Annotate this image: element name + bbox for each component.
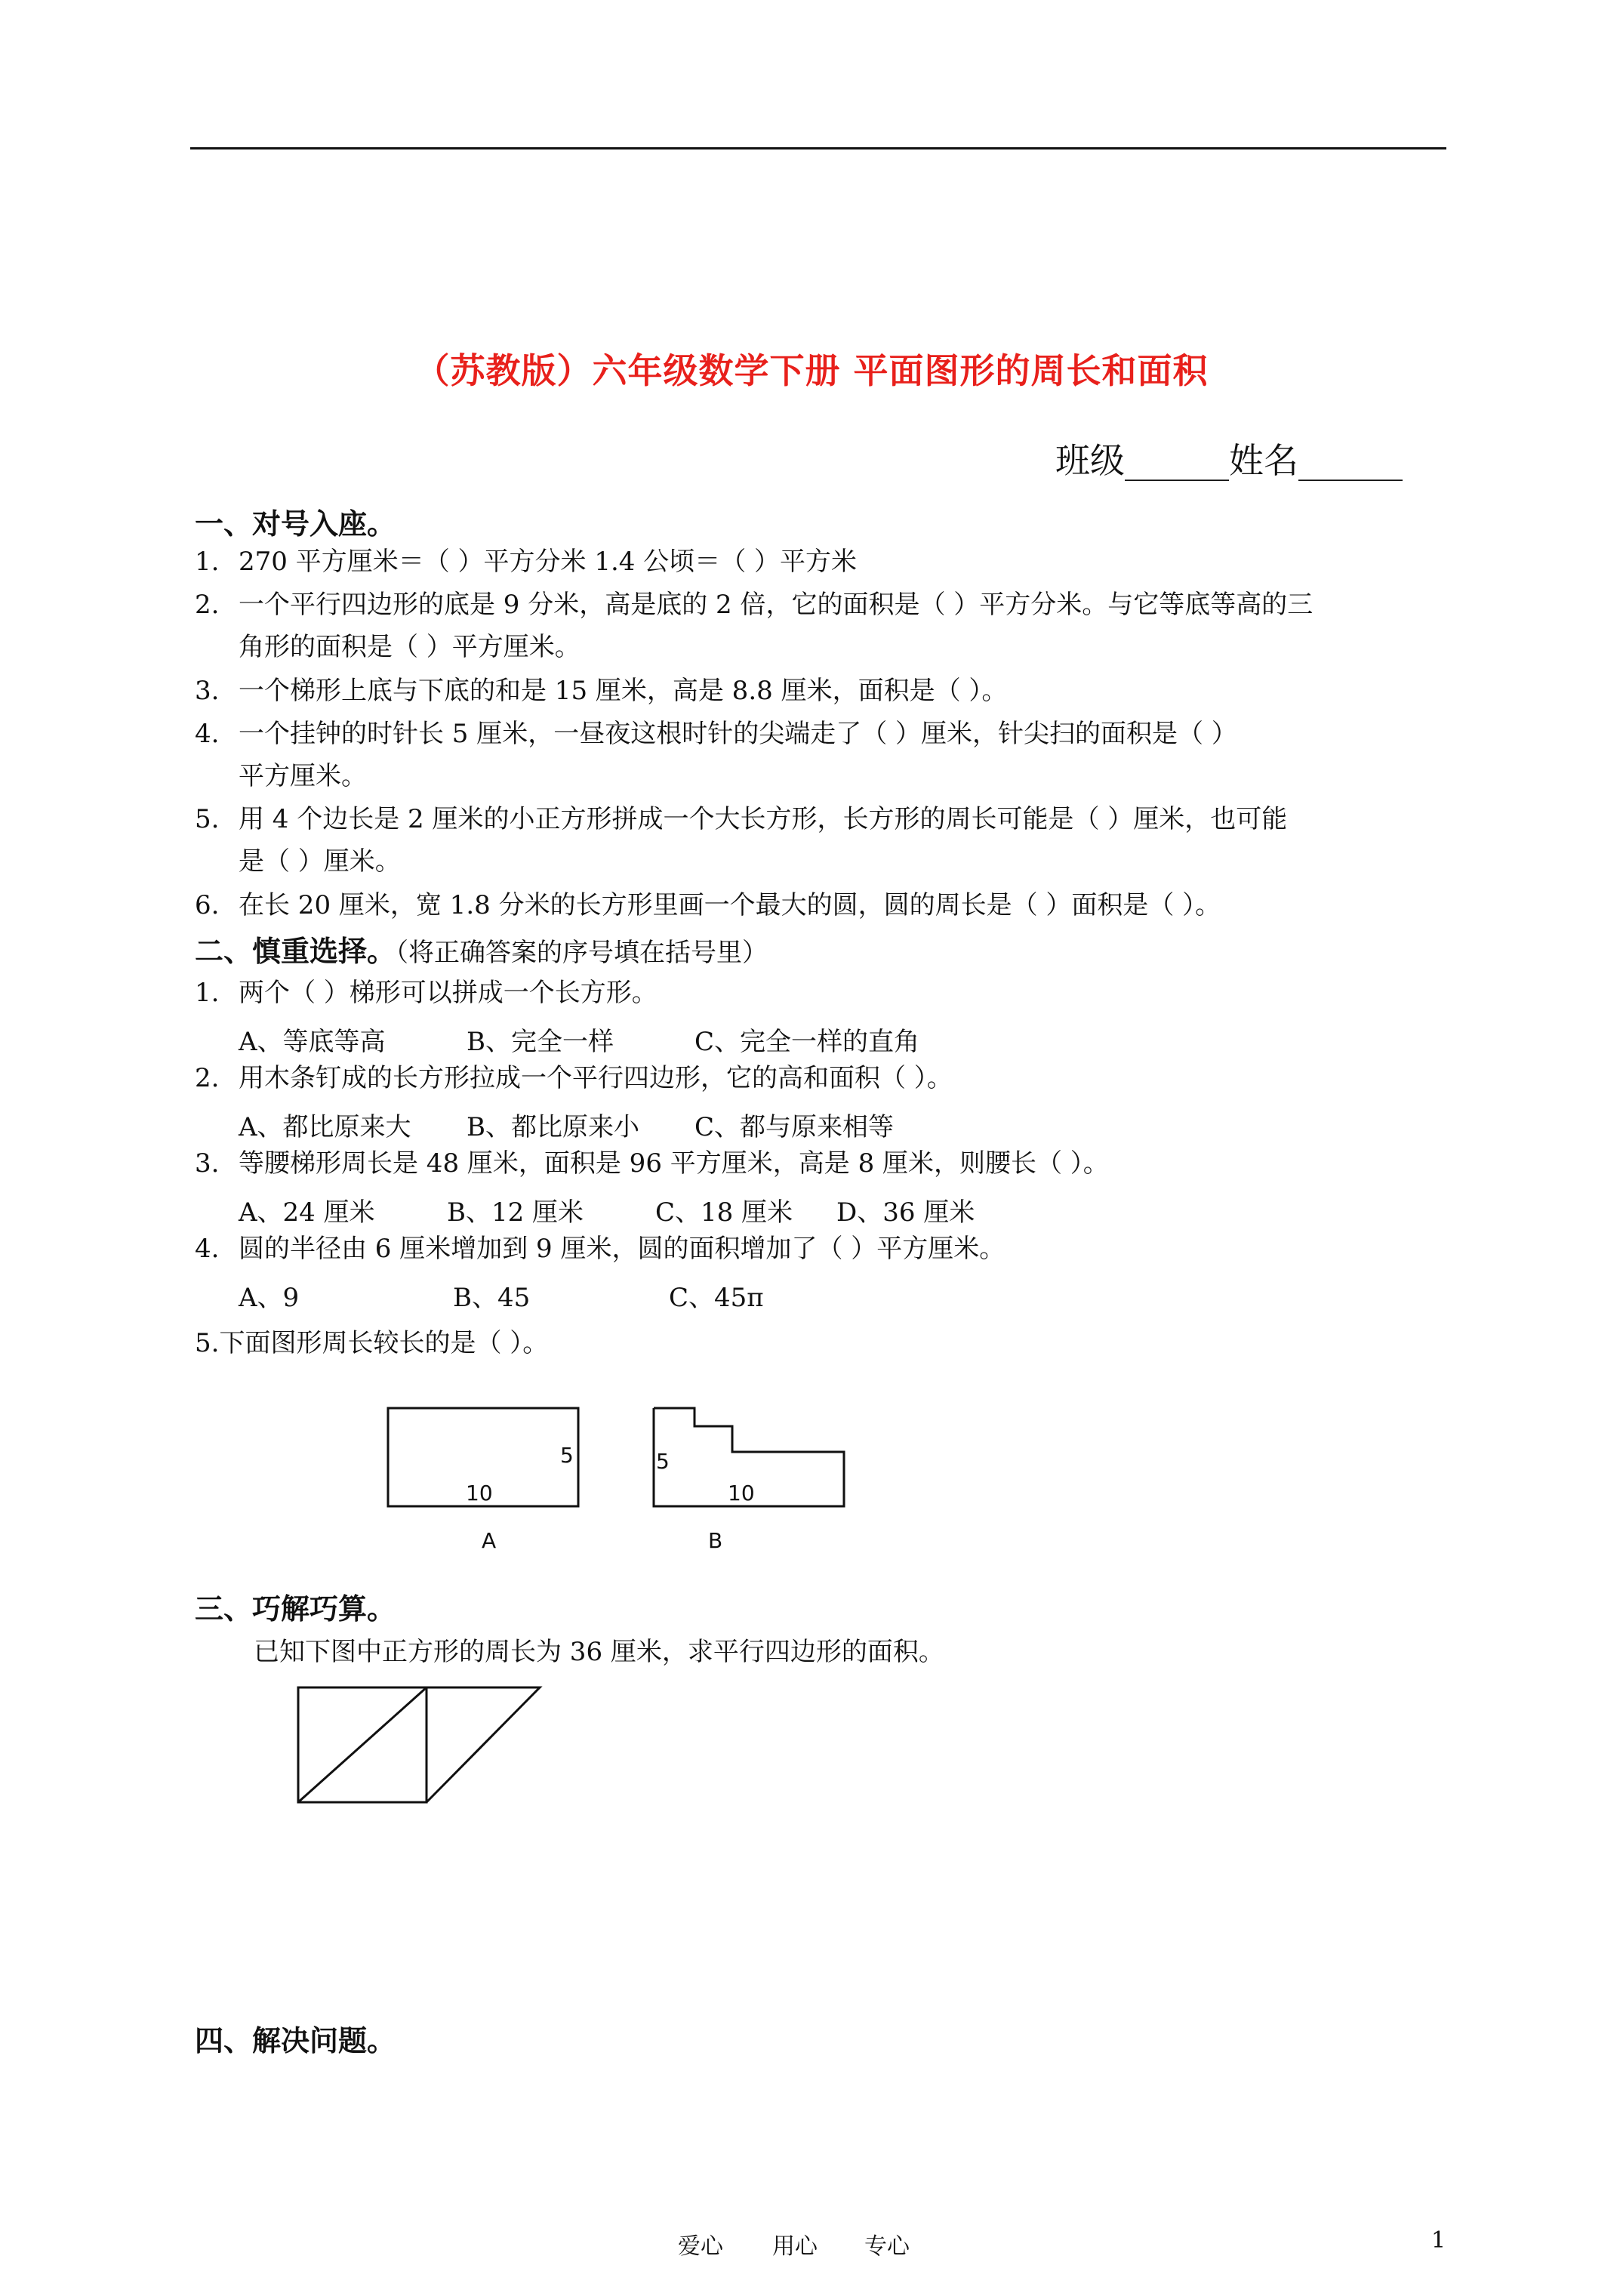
- square-diagonal: [298, 1687, 427, 1802]
- figure-a-caption: A: [482, 1528, 497, 1553]
- s2-q4-option-c: C、45π: [669, 1283, 764, 1313]
- section2-note: （将正确答案的序号填在括号里）: [396, 938, 768, 968]
- s1-question-4: [195, 713, 1237, 797]
- s2-question-2: [195, 1057, 953, 1099]
- question-number: 2.: [195, 590, 220, 620]
- question-text: 一个挂钟的时针长 5 厘米，一昼夜这根时针的尖端走了（ ）厘米，针尖扫的面积是（ ）: [239, 719, 1237, 749]
- question-text: 圆的半径由 6 厘米增加到 9 厘米，圆的面积增加了（ ）平方厘米。: [239, 1234, 1006, 1264]
- s1-question-3: [195, 670, 1007, 712]
- s2-question-1: [195, 972, 658, 1014]
- square-parallelogram-figure: [291, 1680, 547, 1808]
- question-number: 3.: [195, 676, 220, 706]
- question-text: 用 4 个边长是 2 厘米的小正方形拼成一个大长方形，长方形的周长可能是（ ）厘米，也可能: [239, 804, 1288, 834]
- header-rule: [190, 147, 1446, 149]
- question-number: 5.: [195, 804, 220, 834]
- question-number: 3.: [195, 1148, 220, 1179]
- question-text: 两个（ ）梯形可以拼成一个长方形。: [239, 978, 658, 1008]
- question-number: 2.: [195, 1063, 220, 1093]
- question-number: 4.: [195, 1234, 220, 1264]
- question-number: 6.: [195, 890, 220, 920]
- s2-q4-option-b: B、45: [453, 1283, 531, 1313]
- question-number: 1.: [195, 978, 220, 1008]
- s2-q1-option-b: B、完全一样: [467, 1027, 614, 1057]
- figure-b-height-label: 5: [656, 1449, 670, 1474]
- question-text-cont: 平方厘米。: [239, 761, 367, 791]
- question-number: 1.: [195, 547, 220, 577]
- parallelogram-extension: [427, 1687, 540, 1802]
- s2-q1-option-a: A、等底等高: [239, 1027, 386, 1057]
- s2-question-4: [195, 1228, 1005, 1270]
- s1-question-6: [195, 884, 1221, 926]
- section3-heading: 三、巧解巧算。: [195, 1592, 396, 1626]
- question-number: 4.: [195, 719, 220, 749]
- s1-question-1: [195, 541, 857, 583]
- footer-word-3: 专心: [864, 2233, 910, 2260]
- footer-word-1: 爱心: [678, 2233, 723, 2260]
- figure-b-caption: B: [708, 1528, 723, 1553]
- question-text: 一个平行四边形的底是 9 分米，高是底的 2 倍，它的面积是（ ）平方分米。与它等底等高的三: [239, 590, 1313, 620]
- section2-heading-row: [195, 928, 768, 969]
- question-text: 在长 20 厘米，宽 1.8 分米的长方形里画一个最大的圆，圆的周长是（ ）面积是（ ）。: [239, 890, 1221, 920]
- section2-heading: 二、慎重选择。: [195, 934, 396, 968]
- question-text-cont: 是（ ）厘米。: [239, 846, 401, 877]
- question-text: 用木条钉成的长方形拉成一个平行四边形，它的高和面积（ ）。: [239, 1063, 953, 1093]
- s1-question-2: [195, 584, 1313, 668]
- question-text: 一个梯形上底与下底的和是 15 厘米，高是 8.8 厘米，面积是（ ）。: [239, 676, 1008, 706]
- s2-q4-option-a: A、9: [239, 1283, 300, 1313]
- perimeter-figures: [377, 1401, 891, 1559]
- page-title: （苏教版）六年级数学下册 平面图形的周长和面积: [414, 350, 1209, 391]
- section1-heading: 一、对号入座。: [195, 507, 396, 541]
- figure-a-height-label: 5: [560, 1443, 574, 1468]
- question-text: 270 平方厘米＝（ ）平方分米 1.4 公顷＝（ ）平方米: [239, 547, 858, 577]
- section4-heading: 四、解决问题。: [195, 2023, 396, 2057]
- question-text-cont: 角形的面积是（ ）平方厘米。: [239, 632, 581, 662]
- s2-q1-option-c: C、完全一样的直角: [694, 1027, 920, 1057]
- s2-q3-option-a: A、24 厘米: [239, 1197, 375, 1228]
- page-number: 1: [1431, 2227, 1446, 2254]
- s2-q3-option-b: B、12 厘米: [447, 1197, 584, 1228]
- figure-b-width-label: 10: [728, 1481, 755, 1505]
- question-text: 等腰梯形周长是 48 厘米，面积是 96 平方厘米，高是 8 厘米，则腰长（ ）。: [239, 1148, 1109, 1179]
- s2-question-5: 5.下面图形周长较长的是（ ）。: [195, 1328, 549, 1358]
- s1-question-5: [195, 798, 1287, 883]
- s2-q3-option-c: C、18 厘米: [655, 1197, 793, 1228]
- s2-question-3: [195, 1142, 1109, 1185]
- s2-q3-option-d: D、36 厘米: [836, 1197, 975, 1228]
- figure-a-width-label: 10: [466, 1481, 493, 1505]
- s2-q2-option-a: A、都比原来大: [239, 1112, 411, 1142]
- s2-q2-option-c: C、都与原来相等: [694, 1112, 895, 1142]
- section3-text: 已知下图中正方形的周长为 36 厘米，求平行四边形的面积。: [254, 1637, 944, 1667]
- footer-word-2: 用心: [772, 2233, 818, 2260]
- s2-q2-option-b: B、都比原来小: [467, 1112, 639, 1142]
- class-name-line: 班级______姓名______: [1055, 440, 1403, 481]
